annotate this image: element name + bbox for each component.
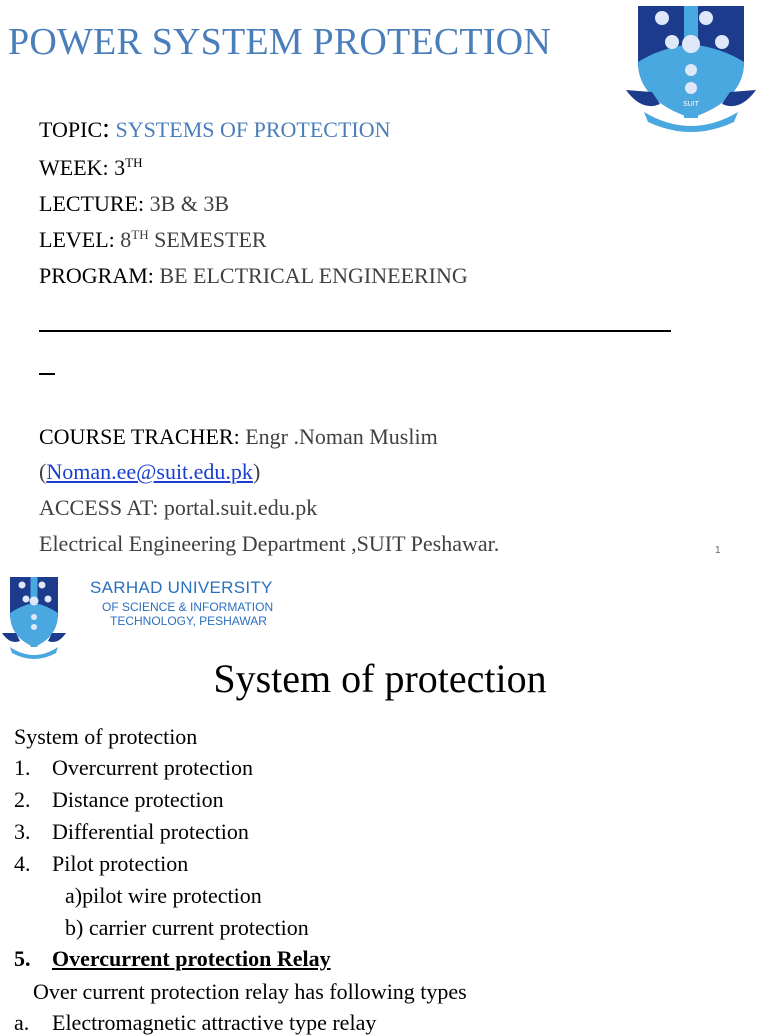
email-close: ) — [252, 459, 261, 484]
item-label: Electromagnetic attractive type relay — [52, 1010, 377, 1035]
list-item — [14, 787, 224, 813]
email-line — [39, 459, 260, 485]
item-label: Differential protection — [52, 819, 249, 844]
slide-title: POWER SYSTEM PROTECTION — [8, 21, 551, 63]
university-line2: OF SCIENCE & INFORMATION — [102, 600, 274, 614]
department-line: Electrical Engineering Department ,SUIT Peshawar. — [39, 531, 500, 556]
lecture-line — [39, 191, 229, 217]
level-label: LEVEL: — [39, 227, 121, 252]
item-label: Overcurrent protection Relay — [52, 946, 331, 971]
item-label: Overcurrent protection — [52, 755, 253, 780]
item-number: 5. — [14, 946, 31, 971]
level-value: 8 — [120, 227, 132, 252]
teacher-line — [39, 424, 438, 450]
level-sup: TH — [131, 227, 149, 242]
item-number: a. — [14, 1010, 30, 1035]
program-label: PROGRAM: — [39, 263, 160, 288]
crest-text: SUIT — [683, 101, 699, 108]
topic-label: TOPIC — [39, 117, 103, 142]
intro-text: System of protection — [14, 724, 198, 749]
list-item — [14, 819, 249, 845]
list-item — [14, 851, 188, 877]
separator-dash — [39, 373, 55, 375]
slide2-title: System of protection — [213, 656, 547, 701]
teacher-value: Engr .Noman Muslim — [245, 424, 438, 449]
week-line — [39, 155, 143, 181]
types-text: Over current protection relay has following types — [33, 979, 467, 1004]
university-crest-icon — [622, 0, 760, 138]
lecture-label: LECTURE: — [39, 191, 150, 216]
level-rest: SEMESTER — [148, 227, 267, 252]
lecture-value: 3B & 3B — [149, 191, 230, 216]
week-value: 3 — [114, 155, 126, 180]
topic-line — [39, 113, 391, 145]
item-label: Distance protection — [52, 787, 224, 812]
sub-item: a)pilot wire protection — [65, 883, 262, 908]
page-number: 1 — [715, 545, 721, 556]
university-name-block — [90, 578, 273, 628]
university-logo-icon — [2, 573, 66, 659]
level-line — [39, 227, 267, 253]
access-line: ACCESS AT: portal.suit.edu.pk — [39, 495, 318, 520]
partial-list-item — [14, 1010, 376, 1036]
sub-item: b) carrier current protection — [65, 915, 309, 940]
teacher-label: COURSE TRACHER: — [39, 424, 246, 449]
item-number: 3. — [14, 819, 31, 844]
item-label: Pilot protection — [52, 851, 189, 876]
item-number: 4. — [14, 851, 31, 876]
list-item — [14, 755, 253, 781]
email-link[interactable]: Noman.ee@suit.edu.pk — [46, 459, 253, 484]
item-number: 2. — [14, 787, 31, 812]
program-value: BE ELCTRICAL ENGINEERING — [159, 263, 468, 288]
university-line3: TECHNOLOGY, PESHAWAR — [110, 614, 267, 628]
separator-line — [39, 330, 671, 332]
university-name: SARHAD UNIVERSITY — [90, 578, 273, 597]
topic-value: SYSTEMS OF PROTECTION — [115, 117, 391, 142]
week-sup: TH — [125, 155, 143, 170]
bold-list-item — [14, 946, 331, 972]
topic-colon: : — [102, 113, 110, 144]
email-open: ( — [39, 459, 47, 484]
program-line — [39, 263, 468, 289]
week-label: WEEK: — [39, 155, 115, 180]
item-number: 1. — [14, 755, 31, 780]
